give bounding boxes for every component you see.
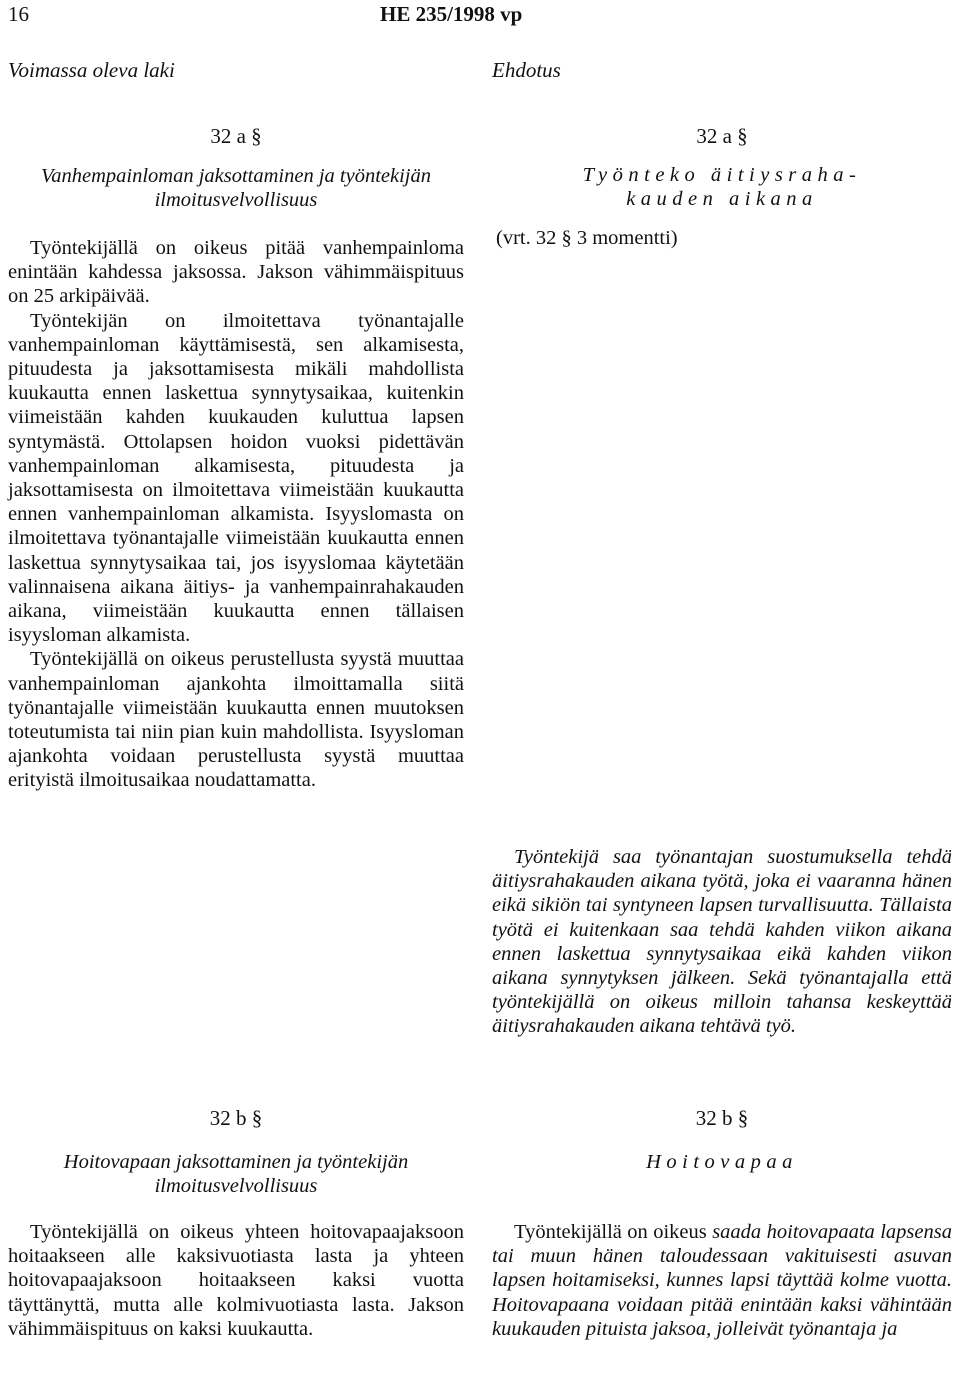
right-section-32b-title: Hoitovapaa: [646, 1151, 798, 1173]
right-column-heading: Ehdotus: [492, 58, 561, 82]
left-section-32b-title: Hoitovapaan jaksottaminen ja työntekijän ilmoitusvelvollisuus: [63, 1151, 409, 1198]
left-column-heading: Voimassa oleva laki: [8, 58, 175, 82]
left-32a-paragraph-2: Työntekijän on ilmoitettava työnantajalle vanhempainloman käyttämisestä, sen alkamisesta, pituudesta ja jaksottamisesta mikäli mahdollista kuukautta ennen laskettua synnytysaikaa, kuitenkin viimeistään kahden kuukauden kuluttua lapsen syntymästä. Ottolapsen hoidon vuoksi pidettävän vanhempainloman alkamisesta, pituudesta ja jaksottamisesta on ilmoitettava viimeistään kuukautta ennen vanhempainloman alkamista. Isyyslomasta on ilmoitettava työnantajalle viimeistään kuukautta ennen laskettua synnytysaikaa tai, jos isyyslomaa käytetään valinnaisena aikana äitiys- ja vanhempainrahakauden aikana, viimeistään kuukautta ennen tällaisen isyysloman alkamista.: [8, 309, 464, 647]
left-section-32a-number: 32 a §: [210, 124, 262, 148]
right-section-32b-number: 32 b §: [695, 1106, 749, 1130]
left-32a-paragraph-3: Työntekijällä on oikeus perustellusta syystä muuttaa vanhempainloman ajankohta ilmoittamalla siitä työnantajalle viimeistään kuukautta ennen muutoksen toteutumista tai niin pian kuin mahdollista. Isyysloman ajankohta voidaan perustellusta syystä muuttaa erityistä ilmoitusaikaa noudattamatta.: [8, 648, 464, 792]
right-section-32a-reference: (vrt. 32 § 3 momentti): [496, 227, 678, 249]
left-section-32b-number: 32 b §: [209, 1106, 263, 1130]
left-section-32a-title: Vanhempainloman jaksottaminen ja työntekijän ilmoitusvelvollisuus: [40, 165, 431, 212]
right-32b-paragraph-rest: saada hoitovapaata lapsensa tai muun hänen taloudessaan vakituisesti asuvan lapsen hoitamiseksi, kunnes lapsi täyttää kolme vuotta. Hoitovapaana voidaan pitää enintään kaksi vähintään kuukauden pituista jaksoa, jolleivät työnantaja ja: [492, 1221, 952, 1340]
right-32b-paragraph: [492, 1220, 952, 1341]
left-32a-paragraph-1: Työntekijällä on oikeus pitää vanhempainloma enintään kahdessa jaksossa. Jakson vähimmäispituus on 25 arkipäivää.: [8, 237, 464, 308]
right-32b-paragraph-lead: Työntekijällä on oikeus: [514, 1221, 713, 1243]
page-number: 16: [8, 2, 29, 26]
left-section-32a-body: [8, 236, 464, 793]
right-section-32a-body: [492, 845, 952, 1039]
left-32b-paragraph-1: Työntekijällä on oikeus yhteen hoitovapaajaksoon hoitaakseen alle kaksivuotiasta lasta ja yhteen hoitovapaajaksoon hoitaakseen kaksi vuotta täyttänyttä, mutta alle kolmivuotiasta lasta. Jakson vähimmäispituus on kaksi kuukautta.: [8, 1221, 464, 1340]
document-id: HE 235/1998 vp: [380, 2, 523, 26]
right-section-32a-title-line-2: kauden aikana: [626, 188, 818, 210]
left-section-32b-body: [8, 1220, 464, 1341]
right-section-32a-title-line-1: Työnteko äitiysraha-: [582, 164, 862, 186]
right-section-32b-body: [492, 1220, 952, 1341]
right-32a-paragraph: Työntekijä saa työnantajan suostumuksella tehdä äitiysrahakauden aikana työtä, joka ei vaaranna hänen eikä sikiön tai syntyneen lapsen turvallisuutta. Tällaista työtä ei kuitenkaan saa tehdä kahden viikon aikana ennen laskettua synnytysaikaa eikä kahden viikon aikana synnytyksen jälkeen. Sekä työnantajalla että työntekijällä on oikeus milloin tahansa keskeyttää äitiysrahakauden aikana tehtävä työ.: [492, 846, 952, 1038]
right-section-32a-title: [492, 163, 952, 211]
right-section-32a-number: 32 a §: [696, 124, 748, 148]
